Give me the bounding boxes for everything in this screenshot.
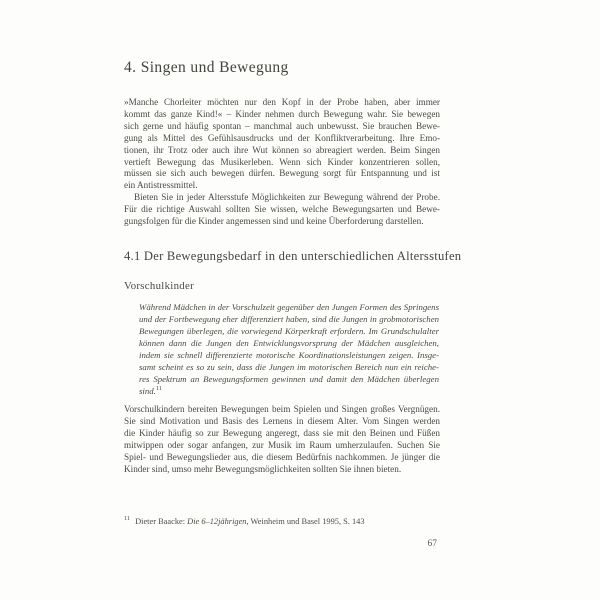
text-line: mitwippen oder sogar anfangen, zur Musik im Raum umherzulaufen. Suchen Sie: [124, 439, 440, 450]
text-line: Vorschulkindern bereiten Bewegungen beim Spielen und Singen großes Vergnügen.: [124, 404, 440, 414]
quote-line: und der Fortbewegung eher differenziert haben, sind die Jungen in grobmotorischen: [139, 314, 439, 324]
text-line: Spiel- und Bewegungslieder aus, die diesem Bedürfnis nachkommen. Je jünger die: [124, 451, 440, 462]
quote-line: Bewegungen überlegen, die vorwiegend Körperkraft erfordern. Im Grundschulalter: [139, 326, 439, 336]
text-line: Bieten Sie in jeder Altersstufe Möglichkeiten zur Bewegung während der Probe.: [134, 192, 440, 203]
footnote-publication: , Weinheim und Basel 1995, S. 143: [246, 517, 365, 526]
footnote: [124, 517, 440, 526]
text-line: Kinder sind, umso mehr Bewegungsmöglichkeiten sollten Sie ihnen bieten.: [124, 463, 402, 474]
footnote-marker: 11: [124, 515, 131, 523]
quote-line: Während Mädchen in der Vorschulzeit gegenüber den Jungen Formen des Springens: [139, 302, 439, 312]
footnote-reference: 11: [155, 385, 162, 393]
footnote-book-title: Die 6–12jährigen: [187, 517, 247, 526]
text-line: müssen sie sich auch bewegen dürfen. Bewegung sorgt für Entspannung und ist: [124, 168, 440, 179]
chapter-title: 4. Singen und Bewegung: [124, 59, 289, 76]
block-quote: [139, 301, 439, 397]
text-line: gung als Mittel des Gefühlsausdrucks und der Konfliktverarbeitung. Ihre Emo-: [124, 132, 440, 143]
text-line: sich gerne und häufig spontan – manchmal auch unbewusst. Sie brauchen Bewe-: [124, 120, 440, 131]
text-line: ein Antistressmittel.: [124, 180, 198, 191]
quote-line: indem sie schnell differenzierte motorische Koordinationsleistungen zeigen. Insge-: [139, 350, 439, 360]
text-line: Für die richtige Auswahl sollten Sie wissen, welche Bewegungsarten und Bewe-: [124, 204, 440, 215]
quote-last-line: sind.: [139, 386, 156, 396]
text-line: tionen, ihr Trotz oder auch ihre Wut können so abreagiert werden. Beim Singen: [124, 144, 440, 155]
quote-line: [139, 385, 439, 397]
text-line: gungsfolgen für die Kinder angemessen sind und keine Überforderung darstellen.: [124, 216, 424, 227]
text-line: die Kinder häufig so zur Bewegung angeregt, dass sie mit den Beinen und Füßen: [124, 427, 440, 438]
body-paragraph: [124, 404, 440, 475]
section-heading: 4.1 Der Bewegungsbedarf in den unterschiedlichen Altersstufen: [124, 249, 462, 263]
text-line: »Manche Chorleiter möchten nur den Kopf in der Probe haben, aber immer: [124, 97, 440, 107]
footnote-author: Dieter Baacke:: [135, 517, 188, 526]
page-number: 67: [427, 539, 437, 549]
quote-line: können dann die Jungen den Entwicklungsvorsprung der Mädchen ausgleichen,: [139, 338, 439, 348]
text-line: Sie sind Motivation und Basis des Lernens in diesem Alter. Vom Singen werden: [124, 415, 440, 426]
text-line: vertieft Bewegung das Musikerleben. Wenn sich Kinder konzentrieren sollen,: [124, 156, 440, 167]
text-line: kommt das ganze Kind!« – Kinder nehmen durch Bewegung wahr. Sie bewegen: [124, 108, 440, 119]
quote-line: res Spektrum an Bewegungsformen gewinnen und damit den Mädchen überlegen: [139, 374, 439, 384]
intro-paragraph: [124, 97, 440, 228]
subsection-heading: Vorschulkinder: [124, 280, 194, 292]
quote-line: samt scheint es so zu sein, dass die Jungen im motorischen Bereich nun ein reiche-: [139, 362, 439, 372]
